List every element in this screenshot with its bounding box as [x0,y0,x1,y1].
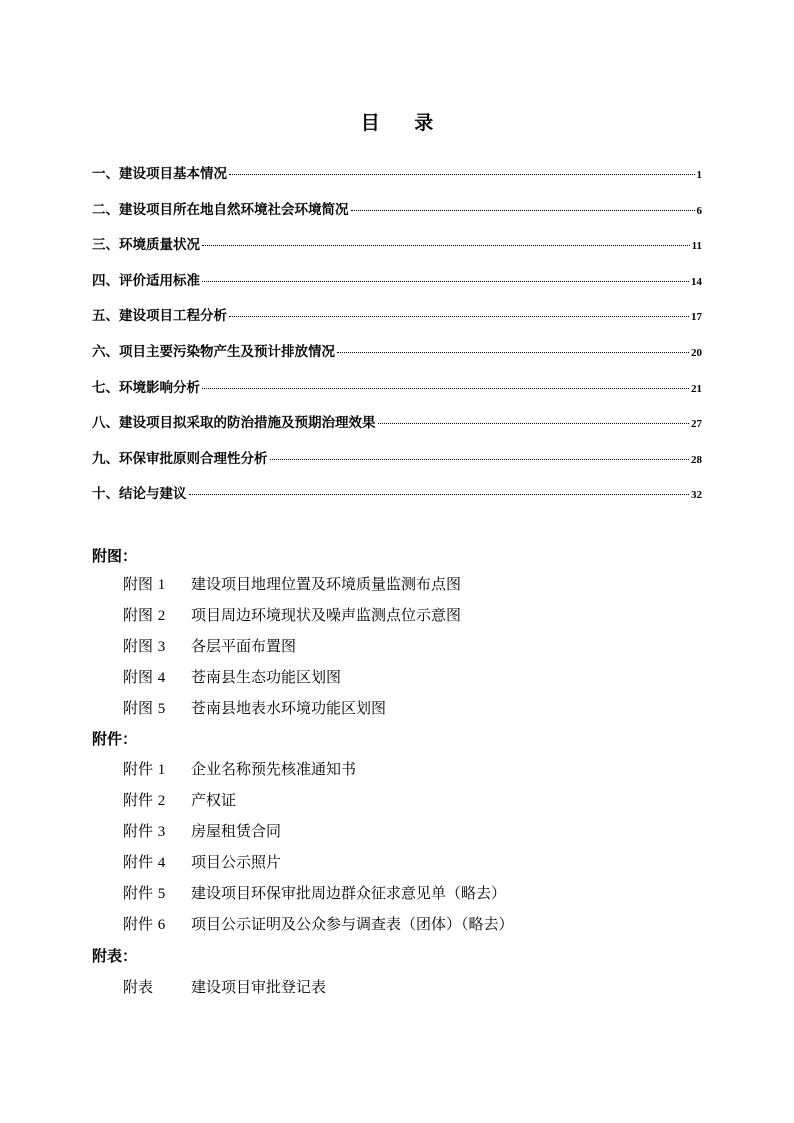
toc-entry-label: 五、建设项目工程分析 [92,308,227,325]
figure-item-number [123,569,191,601]
figures-heading: 附图： [92,547,138,565]
toc-page-number: 27 [691,418,702,431]
toc-page-number: 11 [691,240,702,253]
toc-page-number: 17 [691,311,702,324]
figure-item [123,662,461,693]
page-title: 目 录 [360,112,448,134]
figure-item-number [123,600,191,632]
tables-list [123,972,326,1003]
attachment-item [123,847,514,878]
attachment-item-number [123,909,191,941]
toc-entry[interactable] [92,376,702,412]
attachment-item [123,785,514,816]
figure-item-title: 苍南县地表水环境功能区划图 [191,699,387,717]
toc-entry-label: 六、项目主要污染物产生及预计排放情况 [92,343,335,360]
figure-item-prefix: 附图 [123,668,154,686]
figure-item-index: 4 [157,670,166,686]
attachment-item-title: 建设项目环保审批周边群众征求意见单（略去） [191,884,507,902]
attachment-item-number [123,754,191,786]
figure-item-index: 5 [157,701,166,717]
figure-item-title: 苍南县生态功能区划图 [191,668,342,686]
toc-entry-label: 十、结论与建议 [92,486,187,503]
attachment-item-title: 项目公示照片 [191,853,282,871]
table-item [123,972,326,1003]
attachment-item-prefix: 附件 [123,760,154,778]
figure-item [123,600,461,631]
figure-item [123,569,461,600]
figure-item-index: 1 [157,577,166,593]
figure-item-prefix: 附图 [123,606,154,624]
table-of-contents [92,162,702,518]
figure-item [123,693,461,724]
attachment-item-index: 2 [157,793,166,809]
toc-page-number: 32 [691,489,702,502]
toc-leader-dots [337,352,689,353]
figure-item [123,631,461,662]
figure-item-title: 建设项目地理位置及环境质量监测布点图 [191,575,462,593]
figure-item-prefix: 附图 [123,575,154,593]
figure-item-index: 2 [157,608,166,624]
attachment-item-index: 5 [157,886,166,902]
toc-page-number: 6 [696,204,702,217]
attachment-item-prefix: 附件 [123,853,154,871]
attachment-item-title: 项目公示证明及公众参与调查表（团体）（略去） [191,915,514,933]
attachment-item-index: 6 [157,917,166,933]
attachment-item-number [123,785,191,817]
figure-item-title: 项目周边环境现状及噪声监测点位示意图 [191,606,462,624]
toc-entry[interactable] [92,340,702,376]
tables-heading: 附表： [92,947,138,965]
toc-page-number: 28 [691,453,702,466]
toc-entry-label: 二、建设项目所在地自然环境社会环境简况 [92,201,349,218]
toc-entry[interactable] [92,233,702,269]
toc-entry-label: 一、建设项目基本情况 [92,166,227,182]
toc-entry[interactable] [92,482,702,518]
attachment-item-title: 产权证 [191,791,237,809]
toc-entry[interactable] [92,304,702,340]
attachment-item-title: 企业名称预先核准通知书 [191,760,357,778]
table-item-prefix: 附表 [123,978,154,996]
figures-list [123,569,461,724]
attachment-item-title: 房屋租赁合同 [191,822,282,840]
figure-item-number [123,693,191,725]
attachment-item-number [123,816,191,848]
toc-entry-label: 七、环境影响分析 [92,379,200,396]
attachment-item-prefix: 附件 [123,791,154,809]
attachment-item [123,754,514,785]
attachment-item-number [123,878,191,910]
toc-entry-label: 三、环境质量状况 [92,237,200,254]
figure-item-number [123,631,191,663]
attachment-item-index: 1 [157,762,166,778]
toc-leader-dots [229,174,695,175]
attachment-item-prefix: 附件 [123,822,154,840]
toc-entry[interactable] [92,447,702,483]
toc-page-number: 21 [691,382,702,395]
attachment-item-index: 4 [157,855,166,871]
toc-entry[interactable] [92,198,702,234]
figure-item-title: 各层平面布置图 [191,637,297,655]
figure-item-index: 3 [157,639,166,655]
toc-leader-dots [202,281,689,282]
toc-entry[interactable] [92,411,702,447]
figure-item-number [123,662,191,694]
toc-entry-label: 九、环保审批原则合理性分析 [92,450,268,467]
toc-leader-dots [378,423,690,424]
attachments-list [123,754,514,940]
attachment-item [123,816,514,847]
toc-entry[interactable] [92,269,702,305]
attachments-heading: 附件： [92,730,138,748]
attachment-item-prefix: 附件 [123,884,154,902]
toc-entry-label: 四、评价适用标准 [92,272,200,289]
toc-leader-dots [202,388,689,389]
toc-page-number: 20 [691,346,702,359]
attachment-item-index: 3 [157,824,166,840]
toc-page-number: 14 [691,275,702,288]
attachment-item [123,909,514,940]
attachment-item [123,878,514,909]
toc-leader-dots [229,316,689,317]
toc-entry-label: 八、建设项目拟采取的防治措施及预期治理效果 [92,415,376,432]
toc-page-number: 1 [696,169,702,181]
toc-leader-dots [351,210,695,211]
toc-leader-dots [189,494,690,495]
attachment-item-prefix: 附件 [123,915,154,933]
figure-item-prefix: 附图 [123,637,154,655]
toc-leader-dots [270,459,690,460]
attachment-item-number [123,847,191,879]
table-item-title: 建设项目审批登记表 [191,978,327,996]
toc-entry[interactable] [92,162,702,198]
table-item-number [123,972,191,1004]
figure-item-prefix: 附图 [123,699,154,717]
toc-leader-dots [202,245,690,246]
